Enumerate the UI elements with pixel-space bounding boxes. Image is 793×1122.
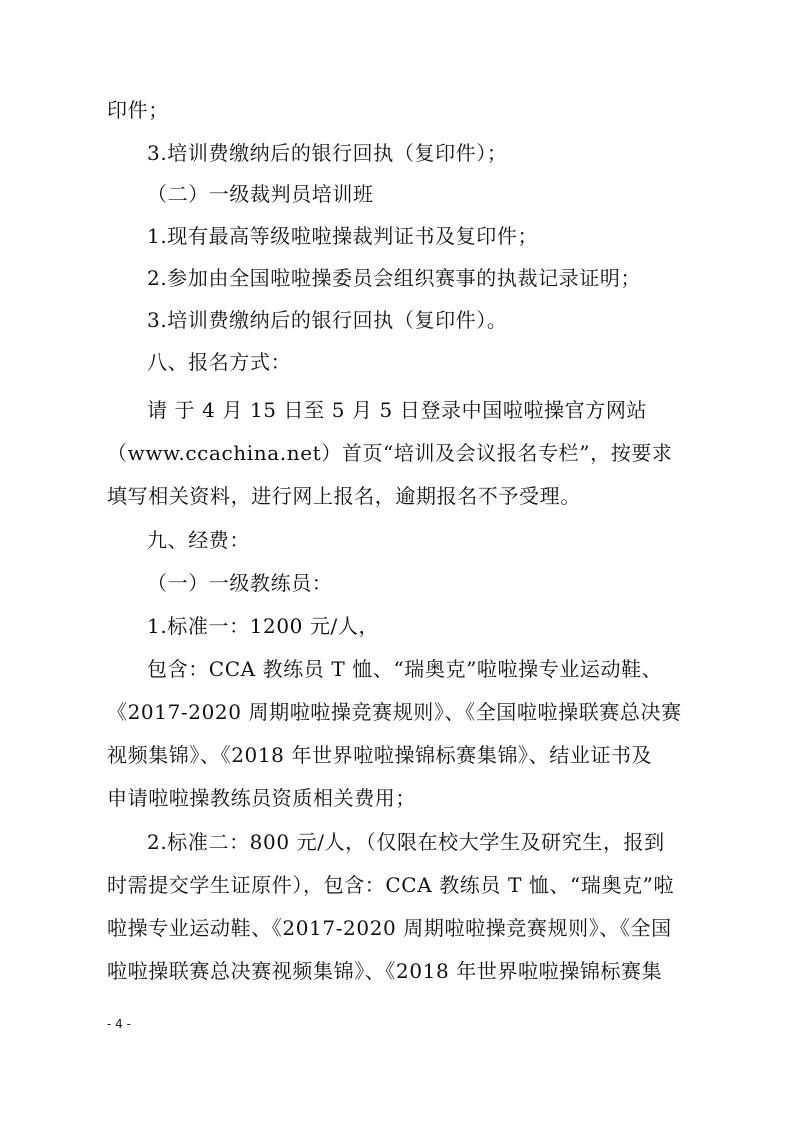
paragraph-line: 申请啦啦操教练员资质相关费用；: [107, 786, 416, 810]
section-heading: 九、经费：: [147, 528, 250, 552]
paragraph-line: 请 于 4 月 15 日至 5 月 5 日登录中国啦啦操官方网站: [147, 398, 648, 422]
paragraph-line: 视频集锦》、《2018 年世界啦啦操锦标赛集锦》、结业证书及: [107, 743, 653, 767]
paragraph-line: 3.培训费缴纳后的银行回执（复印件）；: [147, 141, 508, 165]
paragraph-line: 2.参加由全国啦啦操委员会组织赛事的执裁记录证明；: [147, 266, 642, 290]
paragraph-line: 3.培训费缴纳后的银行回执（复印件）。: [147, 308, 508, 332]
paragraph-line: 1.标准一：1200 元/人，: [147, 614, 380, 638]
section-heading: 八、报名方式：: [147, 350, 292, 374]
paragraph-line: 啦啦操联赛总决赛视频集锦》、《2018 年世界啦啦操锦标赛集: [107, 959, 663, 983]
paragraph-line: 印件；: [107, 98, 169, 122]
paragraph-line: 包含：CCA 教练员 T 恤、“瑞奥克”啦啦操专业运动鞋、: [147, 657, 663, 681]
paragraph-line: 2.标准二：800 元/人，（仅限在校大学生及研究生，报到: [147, 830, 665, 854]
paragraph-line: 啦操专业运动鞋、《2017-2020 周期啦啦操竞赛规则》、《全国: [107, 916, 672, 940]
paragraph-line: 《2017-2020 周期啦啦操竞赛规则》、《全国啦啦操联赛总决赛: [107, 700, 682, 724]
paragraph-line: （www.ccachina.net）首页“培训及会议报名专栏”，按要求: [107, 441, 673, 465]
section-heading: （二）一级裁判员培训班: [147, 182, 374, 206]
paragraph-line: 填写相关资料，进行网上报名，逾期报名不予受理。: [107, 484, 581, 508]
paragraph-line: 1.现有最高等级啦啦操裁判证书及复印件；: [147, 224, 539, 248]
paragraph-line: 时需提交学生证原件），包含：CCA 教练员 T 恤、“瑞奥克”啦: [107, 873, 675, 897]
page-number: - 4 -: [107, 1017, 131, 1031]
section-heading: （一）一级教练员：: [147, 571, 333, 595]
